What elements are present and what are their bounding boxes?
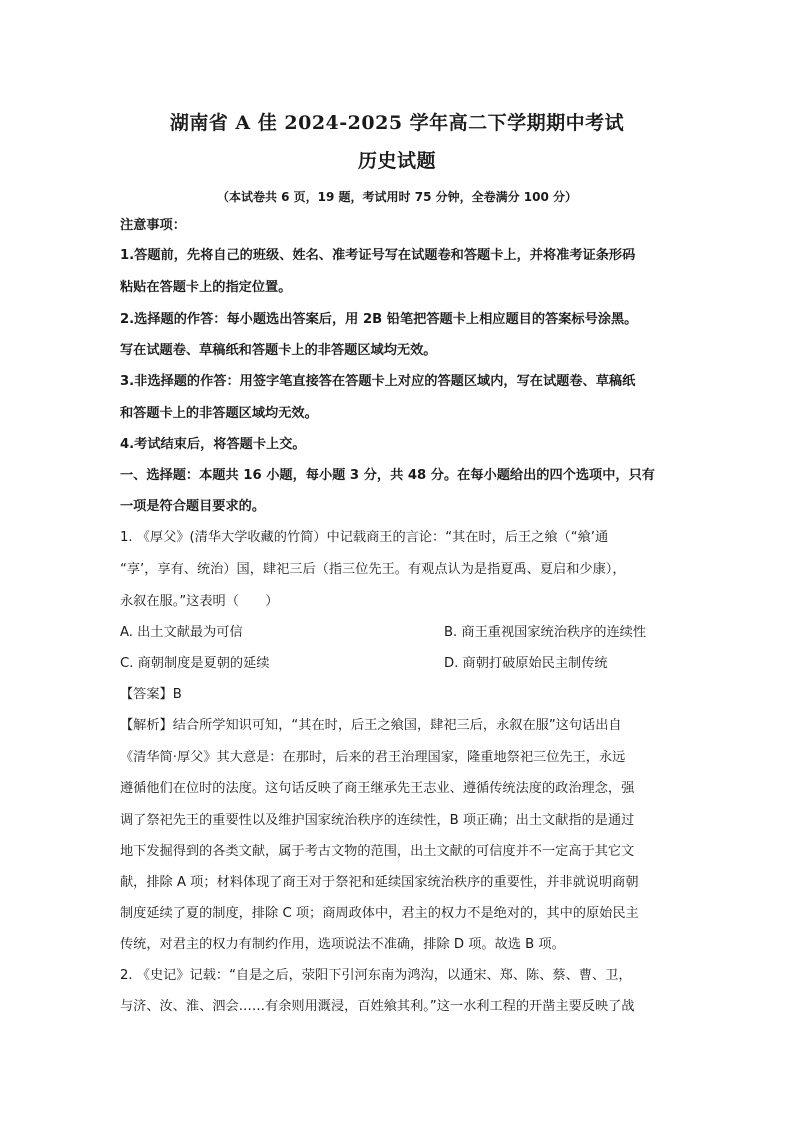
q1-analysis-line-3: 遵循他们在位时的法度。这句话反映了商王继承先王志业、遵循传统法度的政治理念，强 bbox=[120, 781, 635, 796]
note-1-line-2: 粘贴在答题卡上的指定位置。 bbox=[120, 280, 292, 295]
note-3-line-2: 和答题卡上的非答题区域均无效。 bbox=[120, 406, 318, 421]
q1-option-d: D. 商朝打破原始民主制传统 bbox=[444, 656, 608, 671]
notes-heading: 注意事项： bbox=[120, 218, 186, 233]
section-heading-line-2: 一项是符合题目要求的。 bbox=[120, 499, 266, 514]
q1-analysis-line-7: 制度延续了夏的制度，排除 C 项；商周政体中，君主的权力不是绝对的，其中的原始民主 bbox=[120, 906, 639, 921]
q1-stem-line-1: 1. 《厚父》(清华大学收藏的竹简）中记载商王的言论：“其在时，后王之飨（“飨’通 bbox=[120, 530, 609, 545]
q1-analysis-line-8: 传统，对君主的权力有制约作用，选项说法不准确，排除 D 项。故选 B 项。 bbox=[120, 937, 565, 952]
q1-analysis-line-4: 调了祭祀先王的重要性以及维护国家统治秩序的连续性，B 项正确；出土文献指的是通过 bbox=[120, 813, 635, 828]
note-1-line-1: 1.答题前，先将自己的班级、姓名、准考证号写在试题卷和答题卡上，并将准考证条形码 bbox=[120, 248, 636, 263]
q1-analysis-line-5: 地下发掘得到的各类文献，属于考古文物的范围，出土文献的可信度并不一定高于其它文 bbox=[120, 844, 635, 859]
note-2-line-1: 2.选择题的作答：每小题选出答案后，用 2B 铅笔把答题卡上相应题目的答案标号涂黑。 bbox=[120, 312, 638, 327]
q1-stem-line-3: 永叙在服。”这表明（ ） bbox=[120, 594, 279, 609]
q1-option-c: C. 商朝制度是夏朝的延续 bbox=[120, 656, 270, 671]
exam-title: 湖南省 A 佳 2024-2025 学年高二下学期期中考试 bbox=[169, 112, 625, 134]
section-heading-line-1: 一、选择题：本题共 16 小题，每小题 3 分，共 48 分。在每小题给出的四个选项中，只有 bbox=[120, 468, 655, 483]
q1-option-b: B. 商王重视国家统治秩序的连续性 bbox=[444, 625, 647, 640]
note-4: 4.考试结束后，将答题卡上交。 bbox=[120, 437, 306, 452]
q1-option-a: A. 出土文献最为可信 bbox=[120, 625, 243, 640]
q1-analysis-line-1: 【解析】结合所学知识可知，“其在时，后王之飨国，肆祀三后，永叙在服”这句话出自 bbox=[120, 718, 622, 733]
exam-info: （本试卷共 6 页，19 题，考试用时 75 分钟，全卷满分 100 分） bbox=[216, 190, 578, 204]
note-2-line-2: 写在试题卷、草稿纸和答题卡上的非答题区域均无效。 bbox=[120, 343, 437, 358]
q1-stem-line-2: “享’，享有、统治）国，肆祀三后（指三位先王。有观点认为是指夏禹、夏启和少康）， bbox=[120, 562, 626, 577]
q1-analysis-line-2: 《清华简·厚父》其大意是：在那时，后来的君王治理国家，隆重地祭祀三位先王，永远 bbox=[120, 750, 626, 765]
q2-stem-line-1: 2. 《史记》记载：“自是之后，荥阳下引河东南为鸿沟，以通宋、郑、陈、蔡、曹、卫， bbox=[120, 968, 632, 983]
q1-answer: 【答案】B bbox=[120, 687, 182, 702]
q2-stem-line-2: 与济、汝、淮、泗会……有余则用溉浸，百姓飨其利。”这一水利工程的开凿主要反映了战 bbox=[120, 999, 635, 1014]
subject-title: 历史试题 bbox=[357, 150, 436, 172]
q1-analysis-line-6: 献，排除 A 项；材料体现了商王对于祭祀和延续国家统治秩序的重要性，并非就说明商朝 bbox=[120, 875, 639, 890]
note-3-line-1: 3.非选择题的作答：用签字笔直接答在答题卡上对应的答题区域内，写在试题卷、草稿纸 bbox=[120, 374, 636, 389]
